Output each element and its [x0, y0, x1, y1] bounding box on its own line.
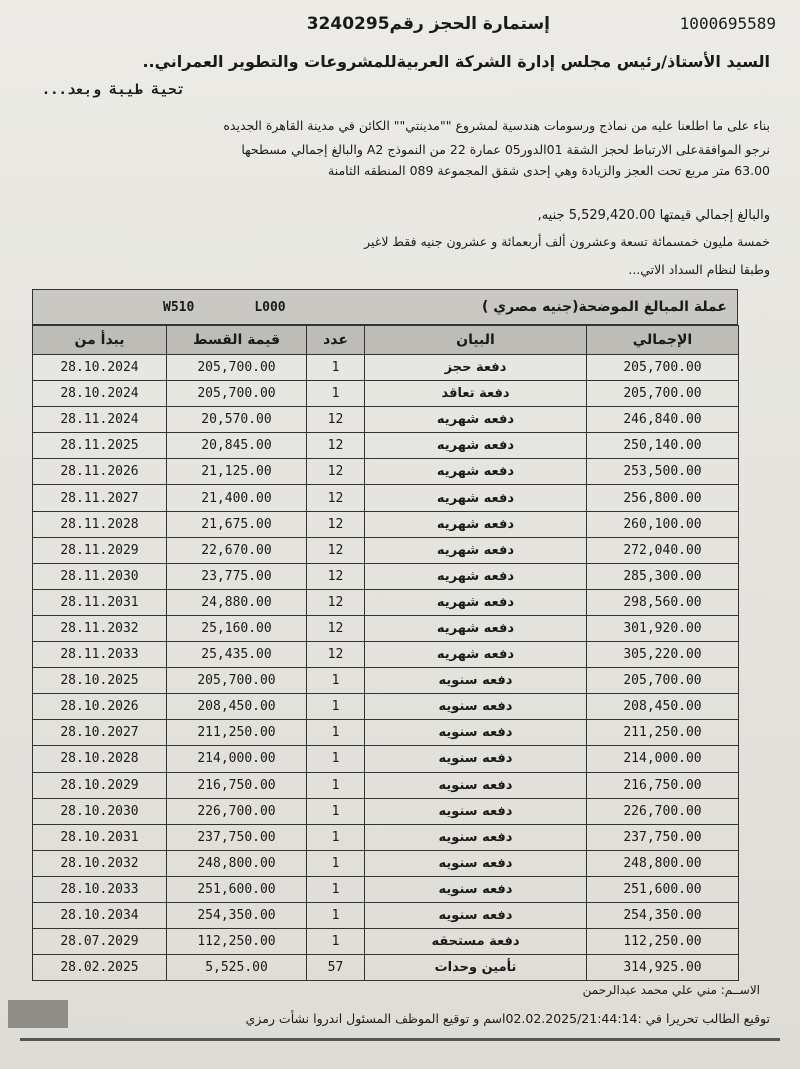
- row-total: 248,800.00: [587, 850, 739, 876]
- row-start-date: 28.11.2032: [33, 615, 167, 641]
- row-total: 205,700.00: [587, 355, 739, 381]
- col-total: الإجمالي: [587, 326, 739, 355]
- row-description: دفعه سنويه: [365, 772, 587, 798]
- row-total: 214,000.00: [587, 746, 739, 772]
- row-start-date: 28.10.2030: [33, 798, 167, 824]
- row-count: 1: [307, 876, 365, 902]
- row-installment: 216,750.00: [167, 772, 307, 798]
- row-installment: 211,250.00: [167, 720, 307, 746]
- row-count: 12: [307, 485, 365, 511]
- row-start-date: 28.10.2024: [33, 381, 167, 407]
- row-count: 12: [307, 589, 365, 615]
- table-row: [33, 563, 739, 589]
- row-installment: 5,525.00: [167, 955, 307, 981]
- row-start-date: 28.10.2027: [33, 720, 167, 746]
- row-description: دفعه سنويه: [365, 668, 587, 694]
- greeting-line: تحية طيبة وبعد...: [41, 82, 185, 98]
- row-description: دفعة مستحقه: [365, 929, 587, 955]
- row-description: دفعه سنويه: [365, 720, 587, 746]
- table-row: [33, 485, 739, 511]
- body-line-2: نرجو الموافقةعلى الارتباط لحجز الشقة 01الدور05 عمارة 22 من النموذج A2 والبالغ إجمالي مسطحها: [241, 142, 770, 157]
- row-count: 12: [307, 563, 365, 589]
- row-description: دفعه شهريه: [365, 407, 587, 433]
- row-description: دفعه سنويه: [365, 824, 587, 850]
- row-count: 1: [307, 720, 365, 746]
- row-installment: 22,670.00: [167, 537, 307, 563]
- row-installment: 21,400.00: [167, 485, 307, 511]
- row-installment: 226,700.00: [167, 798, 307, 824]
- row-start-date: 28.02.2025: [33, 955, 167, 981]
- row-total: 237,750.00: [587, 824, 739, 850]
- row-start-date: 28.10.2029: [33, 772, 167, 798]
- row-count: 57: [307, 955, 365, 981]
- row-count: 1: [307, 772, 365, 798]
- row-total: 226,700.00: [587, 798, 739, 824]
- row-installment: 24,880.00: [167, 589, 307, 615]
- row-installment: 21,125.00: [167, 459, 307, 485]
- applicant-name: الاســم: مني علي محمد عبدالرحمن: [582, 983, 760, 997]
- table-row: [33, 798, 739, 824]
- body-line-1: بناء على ما اطلعنا عليه من نماذج ورسومات هندسية لمشروع ""مدينتي"" الكائن في مدينة القاهرة الجديده: [223, 118, 770, 133]
- row-count: 1: [307, 902, 365, 928]
- row-count: 1: [307, 668, 365, 694]
- table-row: [33, 589, 739, 615]
- table-row: [33, 407, 739, 433]
- col-start-date: يبدأ من: [33, 326, 167, 355]
- row-description: دفعه سنويه: [365, 876, 587, 902]
- row-description: دفعه شهريه: [365, 459, 587, 485]
- currency-title: عملة المبالغ الموضحة(جنيه مصري ): [481, 299, 727, 315]
- row-count: 1: [307, 694, 365, 720]
- row-start-date: 28.07.2029: [33, 929, 167, 955]
- row-description: تأمين وحدات: [365, 955, 587, 981]
- row-installment: 208,450.00: [167, 694, 307, 720]
- signature-line: توقيع الطالب تحريرا في :02.02.2025/21:44:14اسم و توقيع الموظف المسئول اندروا نشأت رمزي: [245, 1011, 770, 1026]
- codes: [163, 300, 286, 315]
- table-row: [33, 746, 739, 772]
- row-total: 251,600.00: [587, 876, 739, 902]
- row-description: دفعه شهريه: [365, 433, 587, 459]
- table-row: [33, 694, 739, 720]
- row-total: 256,800.00: [587, 485, 739, 511]
- row-count: 1: [307, 824, 365, 850]
- row-count: 1: [307, 850, 365, 876]
- row-description: دفعه شهريه: [365, 485, 587, 511]
- row-description: دفعة حجز: [365, 355, 587, 381]
- row-installment: 254,350.00: [167, 902, 307, 928]
- row-count: 1: [307, 929, 365, 955]
- col-count: عدد: [307, 326, 365, 355]
- row-count: 12: [307, 511, 365, 537]
- row-description: دفعه شهريه: [365, 589, 587, 615]
- row-start-date: 28.10.2032: [33, 850, 167, 876]
- form-title: إستمارة الحجز رقم3240295: [306, 14, 550, 34]
- row-count: 1: [307, 355, 365, 381]
- row-installment: 20,845.00: [167, 433, 307, 459]
- table-row: [33, 615, 739, 641]
- row-total: 205,700.00: [587, 668, 739, 694]
- table-row: [33, 433, 739, 459]
- row-total: 298,560.00: [587, 589, 739, 615]
- row-total: 112,250.00: [587, 929, 739, 955]
- row-total: 272,040.00: [587, 537, 739, 563]
- table-row: [33, 955, 739, 981]
- row-installment: 23,775.00: [167, 563, 307, 589]
- row-installment: 248,800.00: [167, 850, 307, 876]
- table-row: [33, 824, 739, 850]
- row-start-date: 28.11.2030: [33, 563, 167, 589]
- row-installment: 205,700.00: [167, 668, 307, 694]
- payment-schedule: [32, 289, 738, 981]
- table-row: [33, 459, 739, 485]
- row-description: دفعه سنويه: [365, 798, 587, 824]
- row-description: دفعه شهريه: [365, 615, 587, 641]
- document-id: 1000695589: [679, 14, 776, 33]
- currency-header: [32, 289, 738, 325]
- body-line-3: 63.00 متر مربع تحت العجز والزيادة وهي إحدى شقق المجموعة 089 المنطقه الثامنة: [328, 163, 770, 178]
- row-start-date: 28.10.2024: [33, 355, 167, 381]
- row-description: دفعه شهريه: [365, 563, 587, 589]
- row-total: 305,220.00: [587, 642, 739, 668]
- table-row: [33, 720, 739, 746]
- row-count: 12: [307, 433, 365, 459]
- row-total: 260,100.00: [587, 511, 739, 537]
- row-start-date: 28.10.2026: [33, 694, 167, 720]
- row-count: 12: [307, 407, 365, 433]
- row-start-date: 28.10.2033: [33, 876, 167, 902]
- table-row: [33, 537, 739, 563]
- row-start-date: 28.10.2025: [33, 668, 167, 694]
- row-description: دفعه سنويه: [365, 746, 587, 772]
- row-installment: 21,675.00: [167, 511, 307, 537]
- col-installment: قيمة القسط: [167, 326, 307, 355]
- total-amount-line: والبالغ إجمالي قيمتها 5,529,420.00 جنيه,: [537, 208, 770, 223]
- row-count: 12: [307, 537, 365, 563]
- row-installment: 20,570.00: [167, 407, 307, 433]
- row-installment: 251,600.00: [167, 876, 307, 902]
- row-total: 216,750.00: [587, 772, 739, 798]
- row-description: دفعه سنويه: [365, 850, 587, 876]
- row-description: دفعه سنويه: [365, 902, 587, 928]
- table-row: [33, 772, 739, 798]
- row-start-date: 28.11.2027: [33, 485, 167, 511]
- amount-in-words: خمسة مليون خمسمائة تسعة وعشرون ألف أربعمائة و عشرون جنيه فقط لاغير: [364, 234, 770, 249]
- row-installment: 237,750.00: [167, 824, 307, 850]
- row-count: 12: [307, 642, 365, 668]
- bottom-rule: [20, 1038, 780, 1041]
- row-installment: 205,700.00: [167, 381, 307, 407]
- row-start-date: 28.10.2031: [33, 824, 167, 850]
- table-row: [33, 902, 739, 928]
- row-start-date: 28.11.2026: [33, 459, 167, 485]
- row-start-date: 28.11.2025: [33, 433, 167, 459]
- row-start-date: 28.11.2033: [33, 642, 167, 668]
- schedule-table: [32, 325, 739, 981]
- row-total: 285,300.00: [587, 563, 739, 589]
- table-row: [33, 355, 739, 381]
- table-header-row: [33, 326, 739, 355]
- row-total: 301,920.00: [587, 615, 739, 641]
- table-row: [33, 511, 739, 537]
- row-description: دفعه شهريه: [365, 642, 587, 668]
- signature-shade: [8, 1000, 68, 1028]
- row-count: 1: [307, 798, 365, 824]
- col-description: البيان: [365, 326, 587, 355]
- code-b: L000: [254, 299, 286, 315]
- row-description: دفعه شهريه: [365, 537, 587, 563]
- row-start-date: 28.11.2028: [33, 511, 167, 537]
- row-start-date: 28.11.2029: [33, 537, 167, 563]
- row-start-date: 28.11.2024: [33, 407, 167, 433]
- payment-plan-note: وطبقا لنظام السداد الاتي...: [628, 262, 770, 277]
- row-count: 1: [307, 381, 365, 407]
- row-start-date: 28.10.2034: [33, 902, 167, 928]
- row-total: 208,450.00: [587, 694, 739, 720]
- addressee-line: السيد الأستاذ/رئيس مجلس إدارة الشركة العربيةللمشروعات والتطوير العمراني..: [142, 52, 770, 71]
- table-row: [33, 642, 739, 668]
- row-total: 211,250.00: [587, 720, 739, 746]
- code-a: W510: [163, 299, 195, 315]
- table-row: [33, 381, 739, 407]
- row-total: 254,350.00: [587, 902, 739, 928]
- row-total: 253,500.00: [587, 459, 739, 485]
- table-row: [33, 668, 739, 694]
- row-count: 1: [307, 746, 365, 772]
- row-start-date: 28.11.2031: [33, 589, 167, 615]
- row-description: دفعه شهريه: [365, 511, 587, 537]
- row-total: 246,840.00: [587, 407, 739, 433]
- table-row: [33, 850, 739, 876]
- row-description: دفعة تعاقد: [365, 381, 587, 407]
- row-installment: 214,000.00: [167, 746, 307, 772]
- row-total: 314,925.00: [587, 955, 739, 981]
- row-total: 205,700.00: [587, 381, 739, 407]
- row-total: 250,140.00: [587, 433, 739, 459]
- row-installment: 25,160.00: [167, 615, 307, 641]
- row-installment: 25,435.00: [167, 642, 307, 668]
- row-count: 12: [307, 459, 365, 485]
- row-count: 12: [307, 615, 365, 641]
- row-installment: 112,250.00: [167, 929, 307, 955]
- table-row: [33, 876, 739, 902]
- row-description: دفعه سنويه: [365, 694, 587, 720]
- table-row: [33, 929, 739, 955]
- row-installment: 205,700.00: [167, 355, 307, 381]
- row-start-date: 28.10.2028: [33, 746, 167, 772]
